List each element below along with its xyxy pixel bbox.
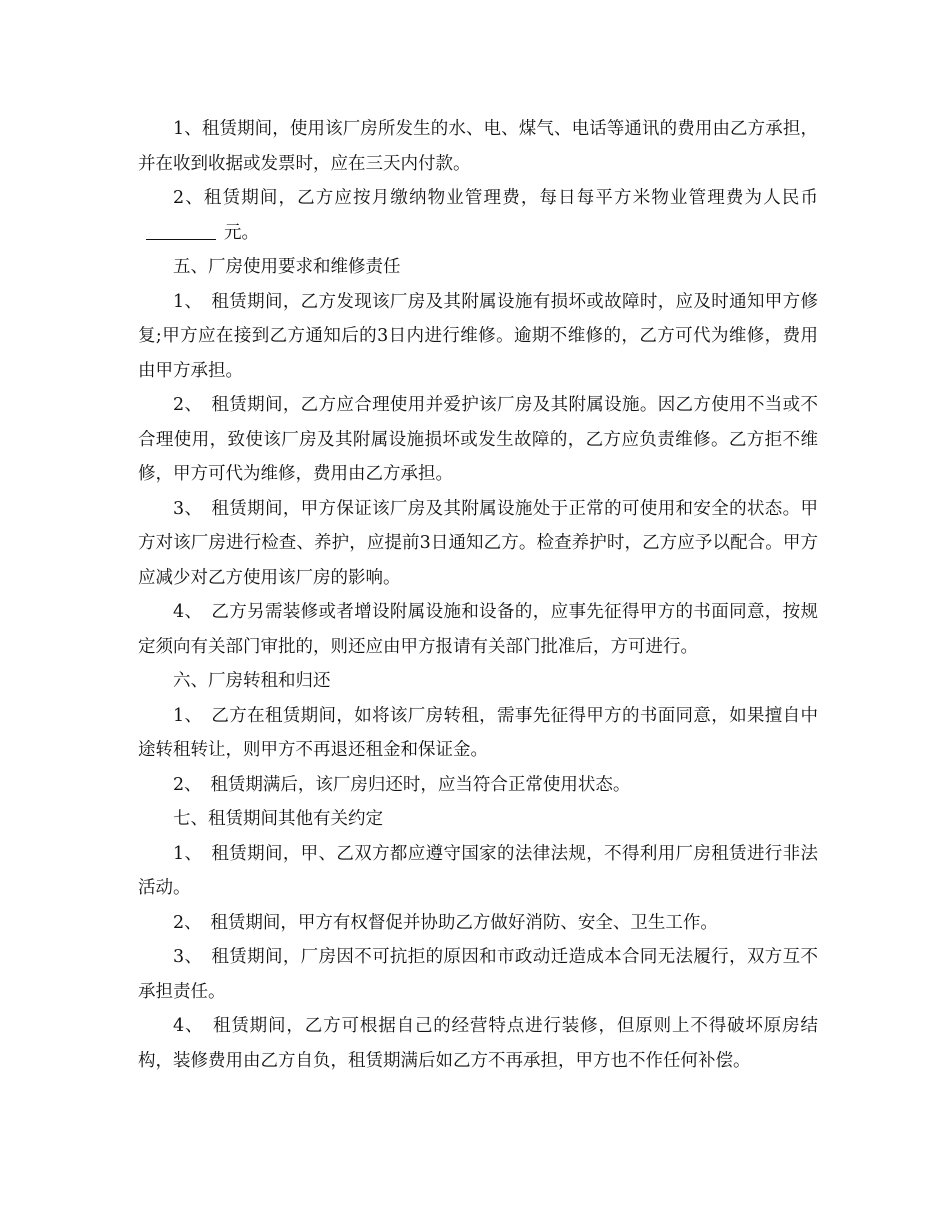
fee-blank-line bbox=[146, 221, 216, 240]
clause-utilities: 1、租赁期间，使用该厂房所发生的水、电、煤气、电话等通讯的费用由乙方承担，并在收到收据或发票时，应在三天内付款。 bbox=[138, 119, 818, 174]
section-heading-other-terms: 七、租赁期间其他有关约定 bbox=[173, 809, 383, 829]
clause-maintenance-4: 4、 乙方另需装修或者增设附属设施和设备的，应事先征得甲方的书面同意，按规定须向有关部门审批的，则还应由甲方报请有关部门批准后，方可进行。 bbox=[138, 602, 818, 657]
clause-management-fee-unit: 元。 bbox=[224, 222, 259, 243]
clause-maintenance-3: 3、 租赁期间，甲方保证该厂房及其附属设施处于正常的可使用和安全的状态。甲方对该厂房进行检查、养护，应提前3日通知乙方。检查养护时，乙方应予以配合。甲方应减少对乙方使用该厂房的影响。 bbox=[138, 498, 818, 588]
clause-sublease-1: 1、 乙方在租赁期间，如将该厂房转租，需事先征得甲方的书面同意，如果擅自中途转租转让，则甲方不再退还租金和保证金。 bbox=[138, 705, 818, 760]
clause-management-fee-text: 2、租赁期间，乙方应按月缴纳物业管理费，每日每平方米物业管理费为人民币 bbox=[173, 188, 818, 208]
clause-sublease-2: 2、 租赁期满后，该厂房归还时，应当符合正常使用状态。 bbox=[173, 774, 631, 795]
document-body bbox=[138, 112, 818, 1078]
clause-maintenance-2: 2、 租赁期间，乙方应合理使用并爱护该厂房及其附属设施。因乙方使用不当或不合理使用，致使该厂房及其附属设施损坏或发生故障的，乙方应负责维修。乙方拒不维修，甲方可代为维修，费用由乙方承担。 bbox=[138, 395, 818, 484]
clause-other-4: 4、 租赁期间，乙方可根据自己的经营特点进行装修，但原则上不得破坏原房结构，装修费用由乙方自负，租赁期满后如乙方不再承担，甲方也不作任何补偿。 bbox=[138, 1016, 818, 1071]
clause-management-fee bbox=[138, 181, 818, 250]
section-heading-sublease-return: 六、厂房转租和归还 bbox=[173, 671, 331, 691]
clause-other-3: 3、 租赁期间，厂房因不可抗拒的原因和市政动迁造成本合同无法履行，双方互不承担责任。 bbox=[138, 947, 818, 1002]
clause-maintenance-1: 1、 租赁期间，乙方发现该厂房及其附属设施有损坏或故障时，应及时通知甲方修复;甲方应在接到乙方通知后的3日内进行维修。逾期不维修的，乙方可代为维修，费用由甲方承担。 bbox=[138, 291, 818, 381]
section-heading-usage-maintenance: 五、厂房使用要求和维修责任 bbox=[173, 257, 401, 277]
clause-other-1: 1、 租赁期间，甲、乙双方都应遵守国家的法律法规，不得利用厂房租赁进行非法活动。 bbox=[138, 843, 818, 898]
clause-other-2: 2、 租赁期间，甲方有权督促并协助乙方做好消防、安全、卫生工作。 bbox=[173, 912, 718, 933]
